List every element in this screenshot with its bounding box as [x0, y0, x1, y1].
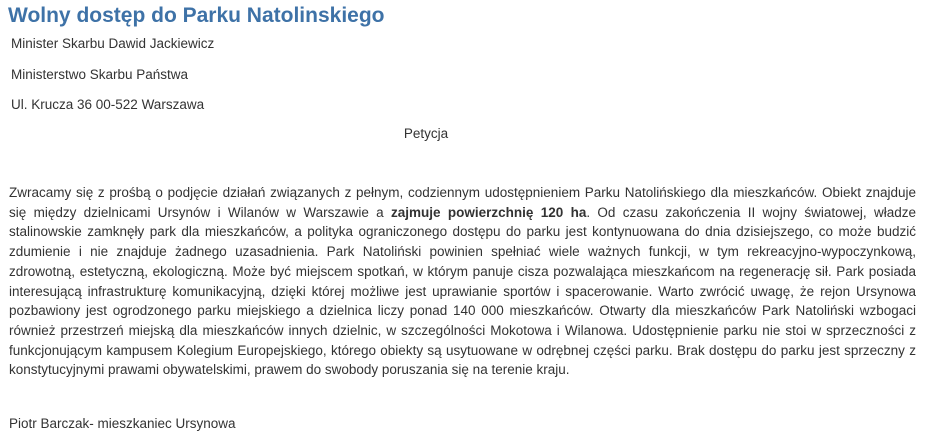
- document-label: Petycja: [403, 126, 449, 141]
- petition-body: [9, 183, 916, 380]
- petition-title: Wolny dostęp do Parku Natolinskiego: [8, 4, 385, 27]
- petition-body-part2: . Od czasu zakończenia II wojny światowej, władze stalinowskie zamknęły park dla mieszkańców, a polityka ograniczonego dostępu do parku jest kontynuowana do dnia dzisiejszego, co może budzić zdumienie i nie znajduje żadnego uzasadnienia. Park Natoliński powinien spełniać wiele ważnych funkcji, w tym rekreacyjno-wypoczynkową, zdrowotną, estetyczną, ekologiczną. Może być miejscem spotkań, w którym panuje cisza pozwalająca mieszkańcom na regenerację sił. Park posiada interesującą infrastrukturę komunikacyjną, dzięki której możliwe jest uprawianie sportów i spacerowanie. Warto zwrócić uwagę, że rejon Ursynowa pozbawiony jest ogrodzonego parku miejskiego a dzielnica liczy ponad 140 000 mieszkańców. Otwarty dla mieszkańców Park Natoliński wzbogaci również przestrzeń miejską dla mieszkańców innych dzielnic, w szczególności Mokotowa i Wilanowa. Udostępnienie parku nie stoi w sprzeczności z funkcjonującym kampusem Kolegium Europejskiego, którego obiekty są usytuowane w odrębnej części parku. Brak dostępu do parku jest sprzeczny z konstytucyjnymi prawami obywatelskimi, prawem do swobody poruszania się na terenie kraju.: [9, 204, 916, 378]
- recipient-address: Ul. Krucza 36 00-522 Warszawa: [11, 97, 205, 112]
- recipient-institution: Ministerstwo Skarbu Państwa: [11, 67, 189, 82]
- recipient-name: Minister Skarbu Dawid Jackiewicz: [11, 36, 215, 51]
- petition-body-part1: Zwracamy się z prośbą o podjęcie działań związanych z pełnym, codziennym udostępnieniem Parku Natolińskiego dla mieszkańców. Obiekt znajduje się między dzielnicami Ursynów i Wilanów w Warszawie a: [9, 185, 916, 220]
- petition-body-emphasis: zajmuje powierzchnię 120 ha: [391, 204, 587, 220]
- signature: Piotr Barczak- mieszkaniec Ursynowa: [9, 416, 236, 431]
